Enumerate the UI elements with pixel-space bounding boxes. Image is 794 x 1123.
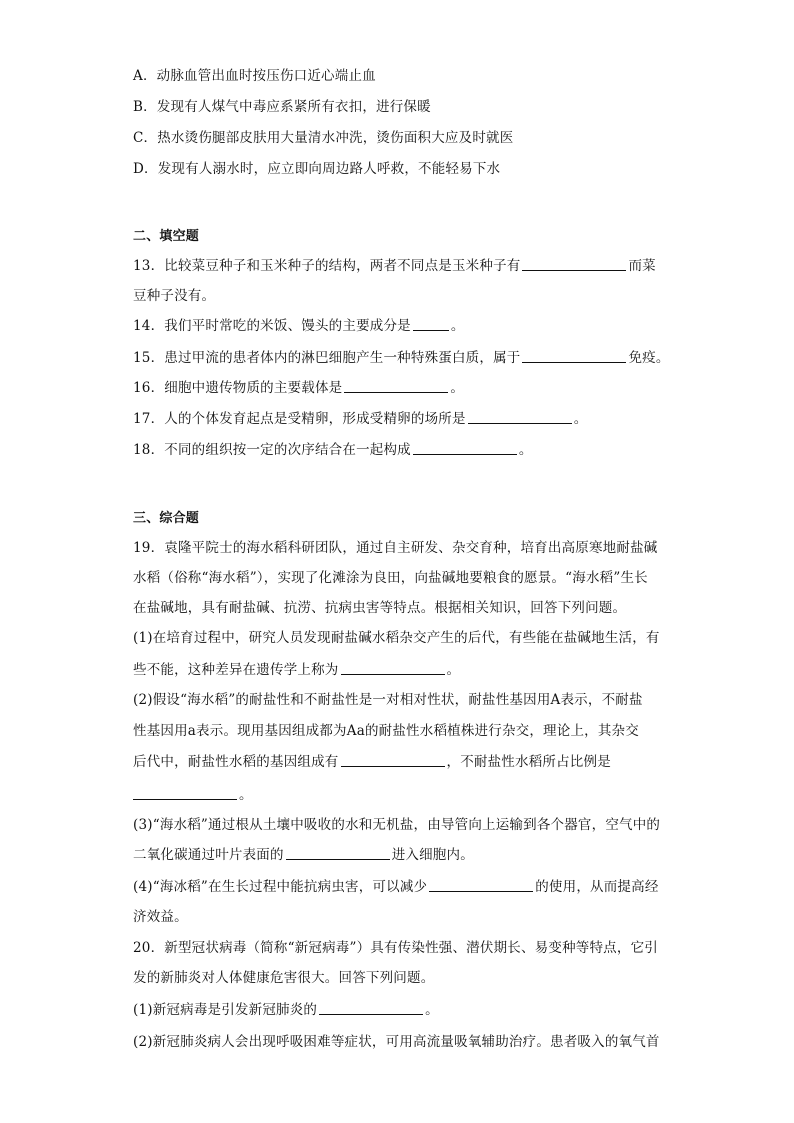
- section-heading-comprehensive: 三、综合题: [133, 511, 200, 526]
- q17-text-a: 17．人的个体发育起点是受精卵，形成受精卵的场所是: [133, 411, 466, 427]
- q19-p4-answer-blank[interactable]: [429, 877, 533, 892]
- q14-text-b: 。: [450, 318, 465, 334]
- q19-p2-genotype-blank[interactable]: [341, 752, 445, 767]
- q16-text-a: 16．细胞中遗传物质的主要载体是: [133, 380, 343, 396]
- q18-text-a: 18．不同的组织按一定的次序结合在一起构成: [133, 442, 411, 458]
- option-c: C．热水烫伤腿部皮肤用大量清水冲洗，烫伤面积大应及时就医: [133, 130, 514, 146]
- q19-p4-text-a: (4)“海冰稻”在生长过程中能抗病虫害，可以减少: [133, 879, 428, 895]
- q20-p1-end: 。: [425, 1002, 439, 1018]
- q18-text-b: 。: [518, 442, 533, 458]
- q19-intro-line-3: 在盐碱地，具有耐盐碱、抗涝、抗病虫害等特点。根据相关知识，回答下列问题。: [133, 600, 627, 616]
- option-a: A．动脉血管出血时按压伤口近心端止血: [133, 68, 376, 84]
- q20-p1-text: (1)新冠病毒是引发新冠肺炎的: [133, 1002, 318, 1018]
- question-17: [133, 409, 587, 429]
- q19-intro-line-1: 19．袁隆平院士的海水稻科研团队，通过自主研发、杂交育种，培育出高原寒地耐盐碱: [133, 540, 658, 556]
- q19-part-2-line-1: (2)假设“海水稻”的耐盐性和不耐盐性是一对相对性状，耐盐性基因用A表示，不耐盐: [133, 692, 643, 708]
- q19-part-1-line-1: (1)在培育过程中，研究人员发现耐盐碱水稻杂交产生的后代，有些能在盐碱地生活，有: [133, 630, 660, 646]
- q13-answer-blank[interactable]: [522, 256, 626, 271]
- q14-text-a: 14．我们平时常吃的米饭、馒头的主要成分是: [133, 318, 411, 334]
- option-b: B．发现有人煤气中毒应系紧所有衣扣，进行保暖: [133, 99, 431, 115]
- q20-intro-line-2: 发的新肺炎对人体健康危害很大。回答下列问题。: [133, 970, 435, 986]
- q17-answer-blank[interactable]: [468, 409, 572, 424]
- q20-part-1: [133, 1000, 439, 1020]
- q18-answer-blank[interactable]: [413, 440, 517, 455]
- question-13-line-1: [133, 256, 656, 276]
- question-15: [133, 348, 670, 368]
- q14-answer-blank[interactable]: [413, 316, 449, 331]
- q19-part-2-line-4: [133, 785, 253, 805]
- option-d: D．发现有人溺水时，应立即向周边路人呼救，不能轻易下水: [133, 161, 501, 177]
- question-13-line-2: 豆种子没有。: [133, 288, 216, 304]
- q19-p1-text: 些不能，这种差异在遗传学上称为: [133, 662, 339, 678]
- q20-p1-answer-blank[interactable]: [319, 1000, 423, 1015]
- q19-p4-text-b: 的使用，从而提高经: [535, 879, 659, 895]
- q20-intro-line-1: 20．新型冠状病毒（简称“新冠病毒”）具有传染性强、潜伏期长、易变种等特点，它引: [133, 940, 658, 956]
- q15-text-b: 免疫。: [628, 350, 670, 366]
- q20-part-2-line-1: (2)新冠肺炎病人会出现呼吸困难等症状，可用高流量吸氧辅助治疗。患者吸入的氧气首: [133, 1034, 660, 1050]
- q19-part-2-line-2: 性基因用a表示。现用基因组成都为Aa的耐盐性水稻植株进行杂交，理论上，其杂交: [133, 723, 639, 739]
- q17-text-b: 。: [573, 411, 588, 427]
- q19-intro-line-2: 水稻（俗称“海水稻”），实现了化滩涂为良田，向盐碱地要粮食的愿景。“海水稻”生长: [133, 570, 648, 586]
- q19-p1-answer-blank[interactable]: [341, 660, 445, 675]
- q19-part-4-line-1: [133, 877, 659, 897]
- q19-p2-text-a: 后代中，耐盐性水稻的基因组成有: [133, 754, 339, 770]
- q13-text-b: 而菜: [628, 258, 656, 274]
- q19-p3-text-b: 进入细胞内。: [391, 847, 474, 863]
- q19-part-1-line-2: [133, 660, 460, 680]
- q16-text-b: 。: [450, 380, 465, 396]
- q19-p2-ratio-blank[interactable]: [133, 785, 237, 800]
- question-16: [133, 378, 464, 398]
- question-18: [133, 440, 533, 460]
- q13-text-a: 13．比较菜豆种子和玉米种子的结构，两者不同点是玉米种子有: [133, 258, 521, 274]
- q19-part-2-line-3: [133, 752, 611, 772]
- q15-answer-blank[interactable]: [522, 348, 626, 363]
- question-14: [133, 316, 465, 336]
- q19-p2-end: 。: [239, 787, 253, 803]
- q19-part-3-line-1: (3)“海水稻”通过根从土壤中吸收的水和无机盐，由导管向上运输到各个器官，空气中的: [133, 817, 661, 833]
- q16-answer-blank[interactable]: [344, 378, 448, 393]
- q15-text-a: 15．患过甲流的患者体内的淋巴细胞产生一种特殊蛋白质，属于: [133, 350, 521, 366]
- q19-part-3-line-2: [133, 845, 474, 865]
- q19-p3-text-a: 二氧化碳通过叶片表面的: [133, 847, 284, 863]
- q19-p3-answer-blank[interactable]: [286, 845, 390, 860]
- section-heading-fill-blank: 二、填空题: [133, 229, 200, 244]
- q19-p1-end: 。: [446, 662, 461, 678]
- q19-p2-text-b: ，不耐盐性水稻所占比例是: [446, 754, 611, 770]
- q19-part-4-line-2: 济效益。: [133, 909, 188, 925]
